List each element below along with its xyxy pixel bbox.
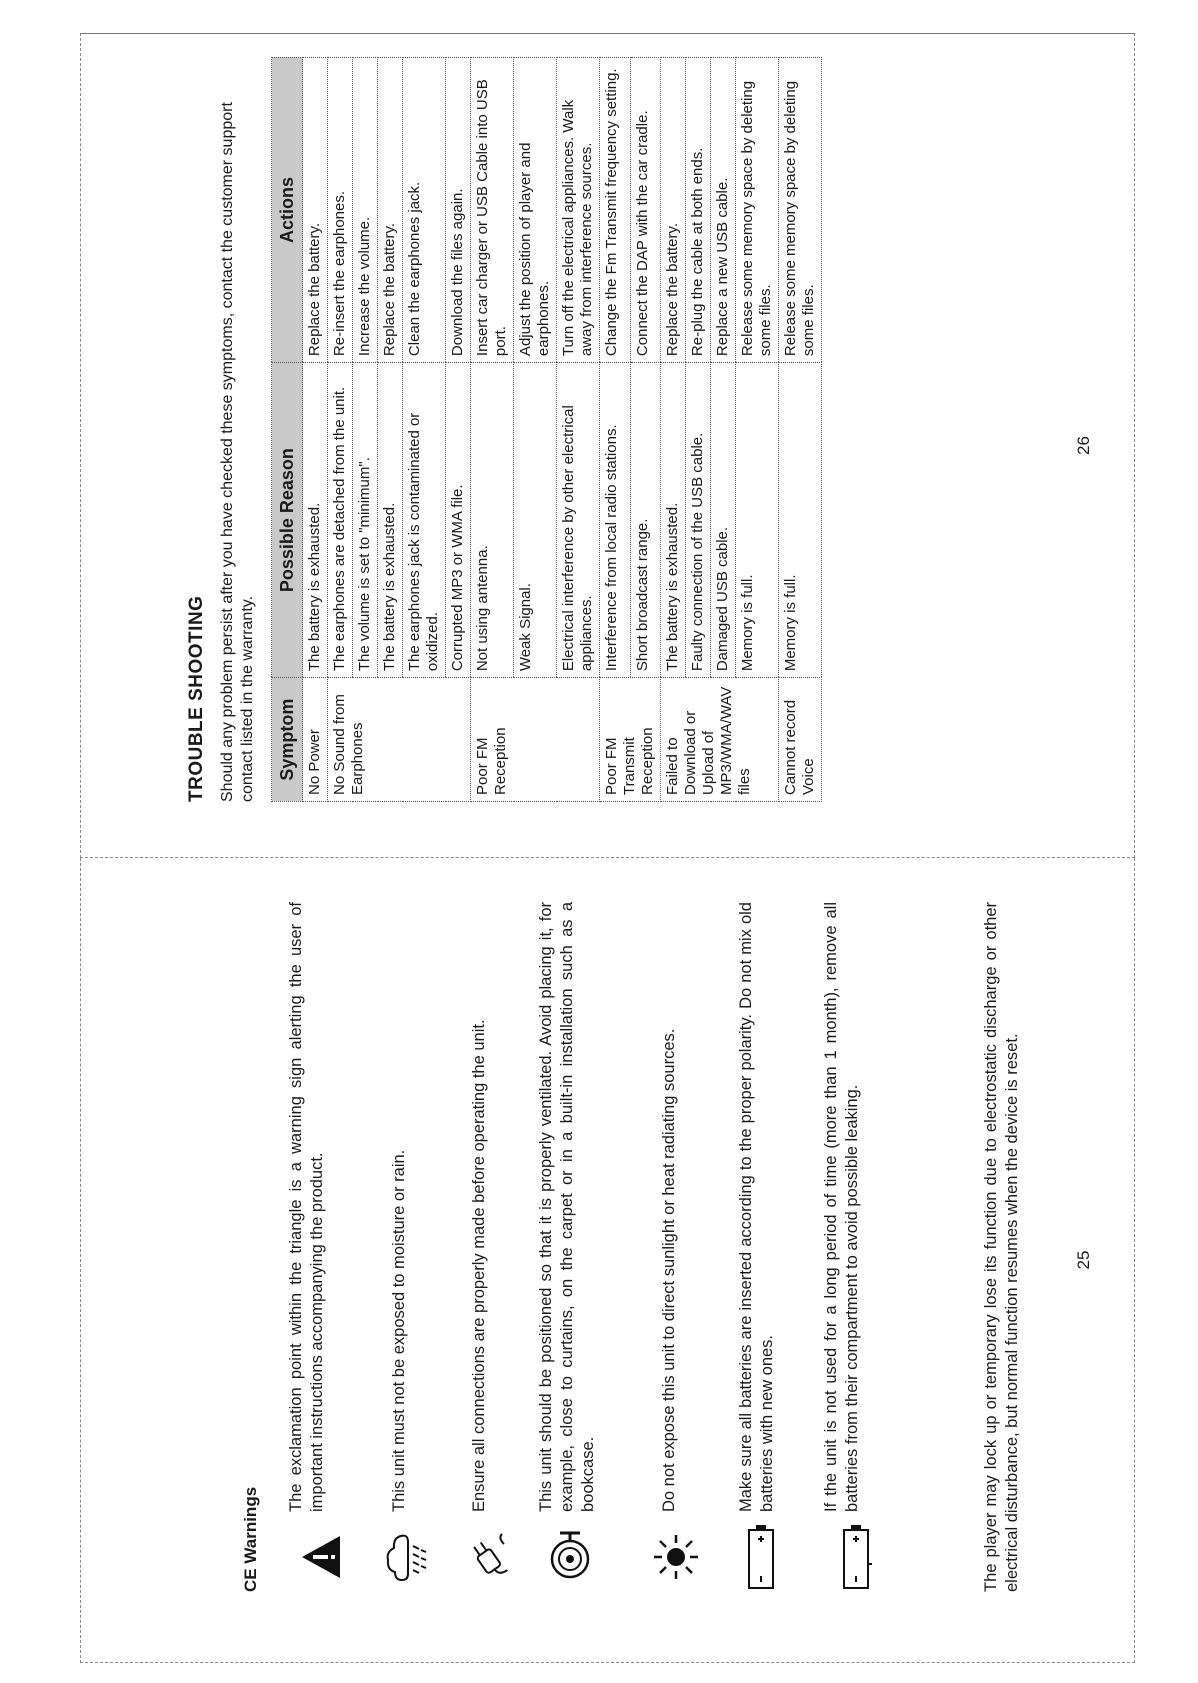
action-cell: Increase the volume. xyxy=(353,58,378,363)
warning-text: This unit must not be exposed to moisture or rain. xyxy=(390,1149,408,1512)
action-cell: Adjust the position of player and earphones. xyxy=(514,58,557,363)
warning-item xyxy=(451,902,521,1602)
reason-cell: The earphones are detached from the unit. xyxy=(328,363,353,678)
page-ce-warnings xyxy=(80,858,1135,1663)
warning-text: The exclamation point within the triangle is a warning sign alerting the user of important instructions accompanying the product. xyxy=(287,902,326,1512)
action-cell: Download the files again. xyxy=(446,58,471,363)
action-cell: Turn off the electrical appliances. Walk away from interference sources. xyxy=(557,58,600,363)
action-cell: Replace a new USB cable. xyxy=(711,58,736,363)
reason-cell: The earphones jack is contaminated or oxidized. xyxy=(403,363,446,678)
reason-cell: Short broadcast range. xyxy=(630,363,661,678)
table-row xyxy=(303,58,328,802)
warning-item xyxy=(821,902,891,1602)
rain-cloud-icon xyxy=(371,1512,441,1602)
warning-item xyxy=(641,902,711,1602)
table-row xyxy=(471,58,514,802)
battery-polarity-icon xyxy=(726,1512,796,1602)
warning-text: This unit should be positioned so that it is properly ventilated. Avoid placing it, for example, close to curtains, on the carpet or in a built-in installation such as a bookcase. xyxy=(537,902,597,1512)
symptom-cell: Cannot record Voice xyxy=(779,678,822,802)
action-cell: Clean the earphones jack. xyxy=(403,58,446,363)
reason-cell: The battery is exhausted. xyxy=(661,363,686,678)
symptom-cell: Poor FM Transmit Reception xyxy=(600,678,661,802)
reason-cell: Faulty connection of the USB cable. xyxy=(686,363,711,678)
warning-text: If the unit is not used for a long period of time (more than 1 month), remove all batteries from their compartment to avoid possible leaking. xyxy=(822,902,861,1512)
reason-cell: The volume is set to "minimum". xyxy=(353,363,378,678)
electrostatic-note: The player may lock up or temporary lose its function due to electrostatic discharge or other electrical disturbance, but normal function resumes when the device is reset. xyxy=(982,902,1021,1592)
reason-cell: Electrical interference by other electrical appliances. xyxy=(557,363,600,678)
action-cell: Replace the battery. xyxy=(303,58,328,363)
header-symptom: Symptom xyxy=(272,678,303,802)
plug-icon xyxy=(451,1512,521,1602)
battery-icon xyxy=(821,1512,891,1602)
action-cell: Release some memory space by deleting some files. xyxy=(779,58,822,363)
action-cell: Re-plug the cable at both ends. xyxy=(686,58,711,363)
warning-text: Ensure all connections are properly made before operating the unit. xyxy=(470,1019,488,1512)
table-row xyxy=(661,58,686,802)
table-row xyxy=(600,58,631,802)
symptom-cell: Poor FM Reception xyxy=(471,678,600,802)
warning-item xyxy=(726,902,796,1602)
reason-cell: Weak Signal. xyxy=(514,363,557,678)
reason-cell: Damaged USB cable. xyxy=(711,363,736,678)
table-header-row xyxy=(272,58,303,802)
trouble-shooting-title: TROUBLE SHOOTING xyxy=(186,595,207,802)
reason-cell: Memory is full. xyxy=(779,363,822,678)
reason-cell: The battery is exhausted. xyxy=(303,363,328,678)
action-cell: Connect the DAP with the car cradle. xyxy=(630,58,661,363)
warning-item xyxy=(286,902,356,1602)
action-cell: Change the Fm Transmit frequency setting. xyxy=(600,58,631,363)
warning-text: Do not expose this unit to direct sunlight or heat radiating sources. xyxy=(660,1028,678,1512)
action-cell: Re-insert the earphones. xyxy=(328,58,353,363)
reason-cell: Corrupted MP3 or WMA file. xyxy=(446,363,471,678)
warning-text: Make sure all batteries are inserted according to the proper polarity. Do not mix old batteries with new ones. xyxy=(737,902,776,1512)
table-row xyxy=(328,58,353,802)
header-actions: Actions xyxy=(272,58,303,363)
action-cell: Replace the battery. xyxy=(661,58,686,363)
header-possible-reason: Possible Reason xyxy=(272,363,303,678)
symptom-cell: No Sound from Earphones xyxy=(328,678,471,802)
ventilation-fan-icon xyxy=(536,1512,606,1602)
reason-cell: The battery is exhausted. xyxy=(378,363,403,678)
page-trouble-shooting xyxy=(80,33,1135,858)
reason-cell: Not using antenna. xyxy=(471,363,514,678)
action-cell: Insert car charger or USB Cable into USB port. xyxy=(471,58,514,363)
ce-warnings-title: CE Warnings xyxy=(241,1486,260,1592)
action-cell: Release some memory space by deleting some files. xyxy=(736,58,779,363)
warning-item xyxy=(371,902,441,1602)
sun-icon xyxy=(641,1512,711,1602)
action-cell: Replace the battery. xyxy=(378,58,403,363)
trouble-shooting-table xyxy=(271,57,822,802)
symptom-cell: Failed to Download or Upload of MP3/WMA/WAV files xyxy=(661,678,779,802)
exclamation-triangle-icon xyxy=(286,1512,356,1602)
trouble-shooting-intro: Should any problem persist after you have checked these symptoms, contact the customer support contact listed in the warranty. xyxy=(219,102,256,802)
page-number: 26 xyxy=(1074,436,1093,455)
warning-item xyxy=(536,902,606,1602)
symptom-cell: No Power xyxy=(303,678,328,802)
page-number: 25 xyxy=(1074,1250,1093,1270)
reason-cell: Interference from local radio stations. xyxy=(600,363,631,678)
reason-cell: Memory is full. xyxy=(736,363,779,678)
table-row xyxy=(779,58,822,802)
